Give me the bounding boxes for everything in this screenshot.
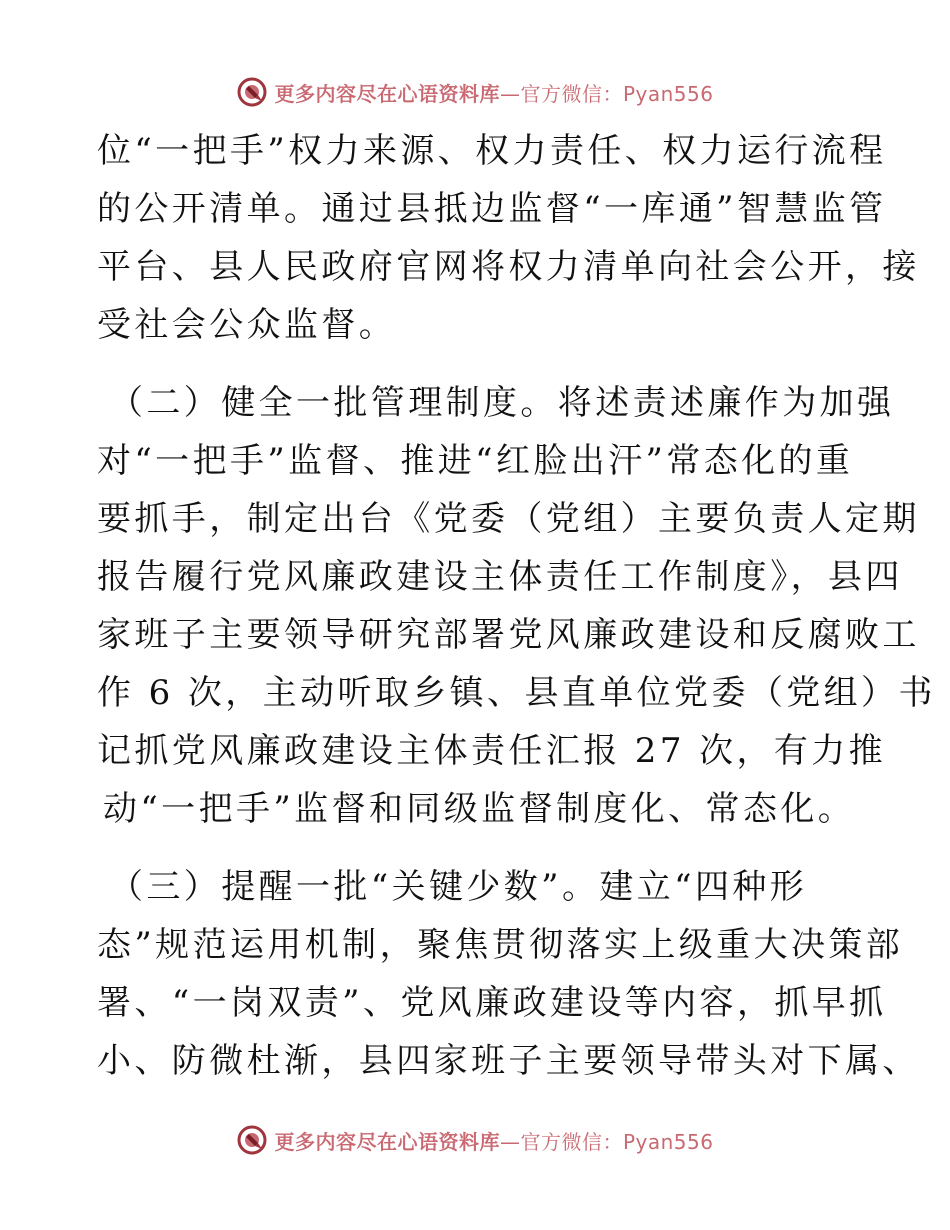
- paragraph: [97, 374, 936, 838]
- watermark-banner-top: [0, 72, 950, 112]
- text-line: 小、防微杜渐，县四家班子主要领导带头对下属、: [97, 1041, 920, 1081]
- text-line: 记抓党风廉政建设主体责任汇报 27 次，有力推: [97, 731, 887, 771]
- text-line: 态”规范运用机制，聚焦贯彻落实上级重大决策部: [97, 925, 904, 965]
- watermark-separator: —: [499, 1129, 521, 1154]
- text-line: 动“一把手”监督和同级监督制度化、常态化。: [103, 789, 856, 829]
- text-line: 署、“一岗双责”、党风廉政建设等内容，抓早抓: [97, 983, 887, 1023]
- watermark-site-text: 更多内容尽在心语资料库: [274, 1129, 500, 1154]
- pen-nib-circle-icon: [236, 1124, 268, 1156]
- text-line: 的公开清单。通过县抵边监督“一库通”智慧监管: [97, 189, 887, 229]
- text-line: 家班子主要领导研究部署党风廉政建设和反腐败工: [97, 615, 920, 655]
- text-line: 作 6 次，主动听取乡镇、县直单位党委（党组）书: [97, 673, 936, 713]
- text-line: 平台、县人民政府官网将权力清单向社会公开，接: [97, 247, 920, 287]
- watermark-wechat-text: 官方微信：Pyan556: [520, 81, 714, 106]
- watermark-text: [274, 78, 713, 107]
- paragraph-gap: [97, 354, 857, 374]
- paragraph-gap: [97, 838, 857, 858]
- text-line: 位“一把手”权力来源、权力责任、权力运行流程: [97, 131, 887, 171]
- paragraph: [97, 858, 920, 1090]
- text-line: 报告履行党风廉政建设主体责任工作制度》，县四: [97, 557, 903, 597]
- watermark-wechat-text: 官方微信：Pyan556: [520, 1129, 714, 1154]
- watermark-site-text: 更多内容尽在心语资料库: [274, 81, 500, 106]
- paragraph: [97, 122, 920, 354]
- text-line: 要抓手，制定出台《党委（党组）主要负责人定期: [97, 499, 920, 539]
- pen-nib-circle-icon: [236, 76, 268, 108]
- section-heading-line: （二）健全一批管理制度。将述责述廉作为加强: [109, 383, 895, 423]
- text-line: 受社会公众监督。: [97, 305, 397, 345]
- text-line: 对“一把手”监督、推进“红脸出汗”常态化的重: [97, 441, 854, 481]
- watermark-separator: —: [499, 81, 521, 106]
- section-heading-line: （三）提醒一批“关键少数”。建立“四种形: [109, 867, 808, 907]
- watermark-banner-bottom: [0, 1120, 950, 1160]
- document-body: [97, 122, 936, 1090]
- watermark-text: [274, 1126, 713, 1155]
